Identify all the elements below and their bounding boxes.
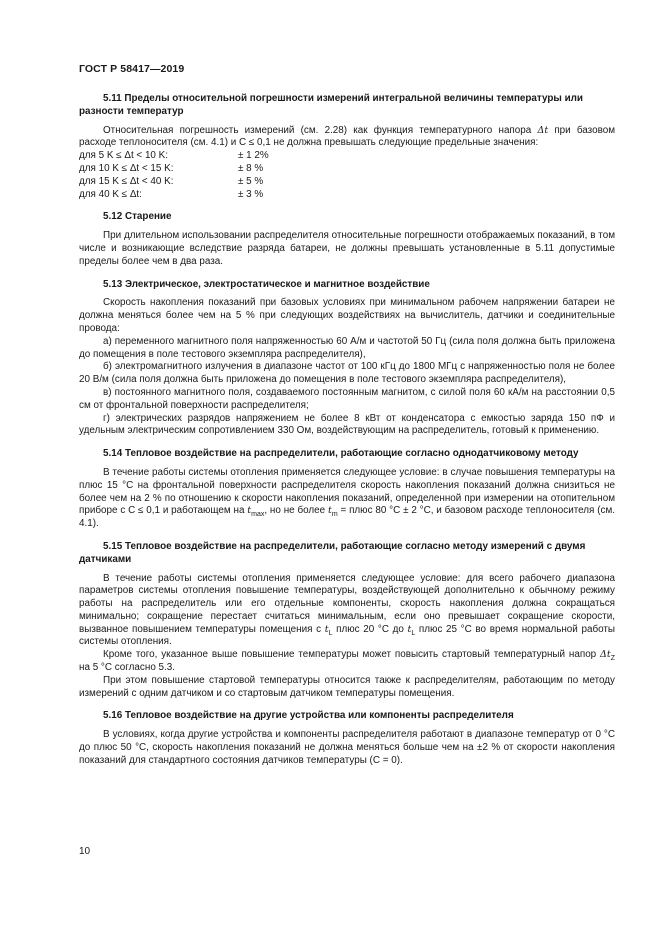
section-5-15-paragraph-3: При этом повышение стартовой температуры относится также к распределителям, работающим по методу измерений с одним датчиком и со стартовым датчиком температуры помещения.	[79, 674, 615, 699]
limit-row: для 15 K ≤ Δt < 40 K: ± 5 %	[79, 175, 264, 187]
document-header: ГОСТ Р 58417—2019	[79, 63, 185, 75]
section-5-13-item-c: в) постоянного магнитного поля, создаваемого постоянным магнитом, с силой поля 60 кА/м на расстоянии 0,5 см от фронтальной поверхности распределителя;	[79, 386, 615, 411]
section-5-13-title: 5.13 Электрическое, электростатическое и магнитное воздействие	[103, 278, 430, 290]
limit-row: для 40 K ≤ Δt: ± 3 %	[79, 188, 264, 200]
document-body	[79, 93, 615, 768]
section-5-12-paragraph: При длительном использовании распределителя относительные погрешности отображаемых показаний, в том числе и возникающие вследствие разряда батареи, не должны превышать установленные в 5.11 допустимые пределы более чем в два раза.	[79, 230, 615, 267]
section-5-11-paragraph: Относительная погрешность измерений (см. 2.28) как функция температурного напора Δt при базовом расходе теплоносителя (см. 4.1) и C ≤ 0,1 не должна превышать следующие предельные значения:	[79, 124, 616, 149]
section-5-13-item-d: г) электрических разрядов напряжением не более 8 кВт от конденсатора с емкостью заряда 150 пФ и удельным электрическим сопротивлением 330 Ом, воздействующим на распределитель, готовый к применению.	[79, 412, 615, 437]
section-5-13-item-b: б) электромагнитного излучения в диапазоне частот от 100 кГц до 1800 МГц с напряженностью поля не более 20 В/м (сила поля должна быть приложена до помещения в поле тестового экземпляра распределителя),	[79, 361, 615, 386]
section-5-15-title: 5.15 Тепловое воздействие на распределители, работающие согласно методу измерений с двумя датчиками	[79, 540, 586, 565]
section-5-14-title: 5.14 Тепловое воздействие на распределители, работающие согласно однодатчиковому методу	[103, 448, 579, 460]
section-5-13-item-a: а) переменного магнитного поля напряженностью 60 А/м и частотой 50 Гц (сила поля должна быть приложена до помещения в поле тестового экземпляра распределителя),	[79, 335, 615, 360]
page-number: 10	[79, 846, 91, 857]
section-5-16-title: 5.16 Тепловое воздействие на другие устройства или компоненты распределителя	[103, 710, 514, 722]
section-5-15-paragraph-2: Кроме того, указанное выше повышение температуры может повысить стартовый температурный напор $\Delta t_Z$ на 5 °С согласно 5.3.	[79, 649, 615, 674]
limit-row: для 10 K ≤ Δt < 15 K: ± 8 %	[79, 162, 264, 174]
section-5-13-paragraph: Скорость накопления показаний при базовых условиях при минимальном рабочем напряжении батареи не должна меняться более чем на 5 % при следующих воздействиях на вычислитель, датчики и соединительные провода:	[79, 297, 615, 334]
limits-list	[79, 150, 615, 201]
section-5-16-paragraph: В условиях, когда другие устройства и компоненты распределителя работают в диапазоне температур от 0 °С до плюс 50 °С, скорость накопления показаний не должна меняться больше чем на ±2 % от скорости накопления показаний для стандартного состояния датчиков температуры (C = 0).	[79, 729, 615, 766]
section-5-14-paragraph: В течение работы системы отопления применяется следующее условие: в случае повышения температуры на плюс 15 °С на фронтальной поверхности распределителя скорость накопления показаний должна снизиться не более чем на 2 % по отношению к скорости накопления показаний, определенной при измерении на отопительном приборе с C ≤ 0,1 и работающем на $t_{max}$, но не более $t_m$ = плюс 80 °С ± 2 °С, и базовом расходе теплоносителя (см. 4.1).	[79, 466, 615, 530]
limit-row: для 5 K ≤ Δt < 10 K: ± 1 2%	[79, 150, 269, 162]
section-5-15-paragraph-1: В течение работы системы отопления применяется следующее условие: для всего рабочего диапазона параметров системы отопления повышение температуры, воздействующей дополнительно к обычному режиму работы на распределитель или его отдельные компоненты, скорость накопления должна сокращаться минимально; сокращение перестает считаться минимальным, если оно превышает сокращение скорости, вызванное повышением температуры помещения с $t_L$ плюс 20 °С до $t_L$ плюс 25 °С во время нормальной работы системы отопления.	[79, 572, 616, 648]
section-5-11-title: 5.11 Пределы относительной погрешности измерений интегральной величины температуры или разности температур	[79, 93, 583, 117]
section-5-12-title: 5.12 Старение	[103, 211, 172, 223]
